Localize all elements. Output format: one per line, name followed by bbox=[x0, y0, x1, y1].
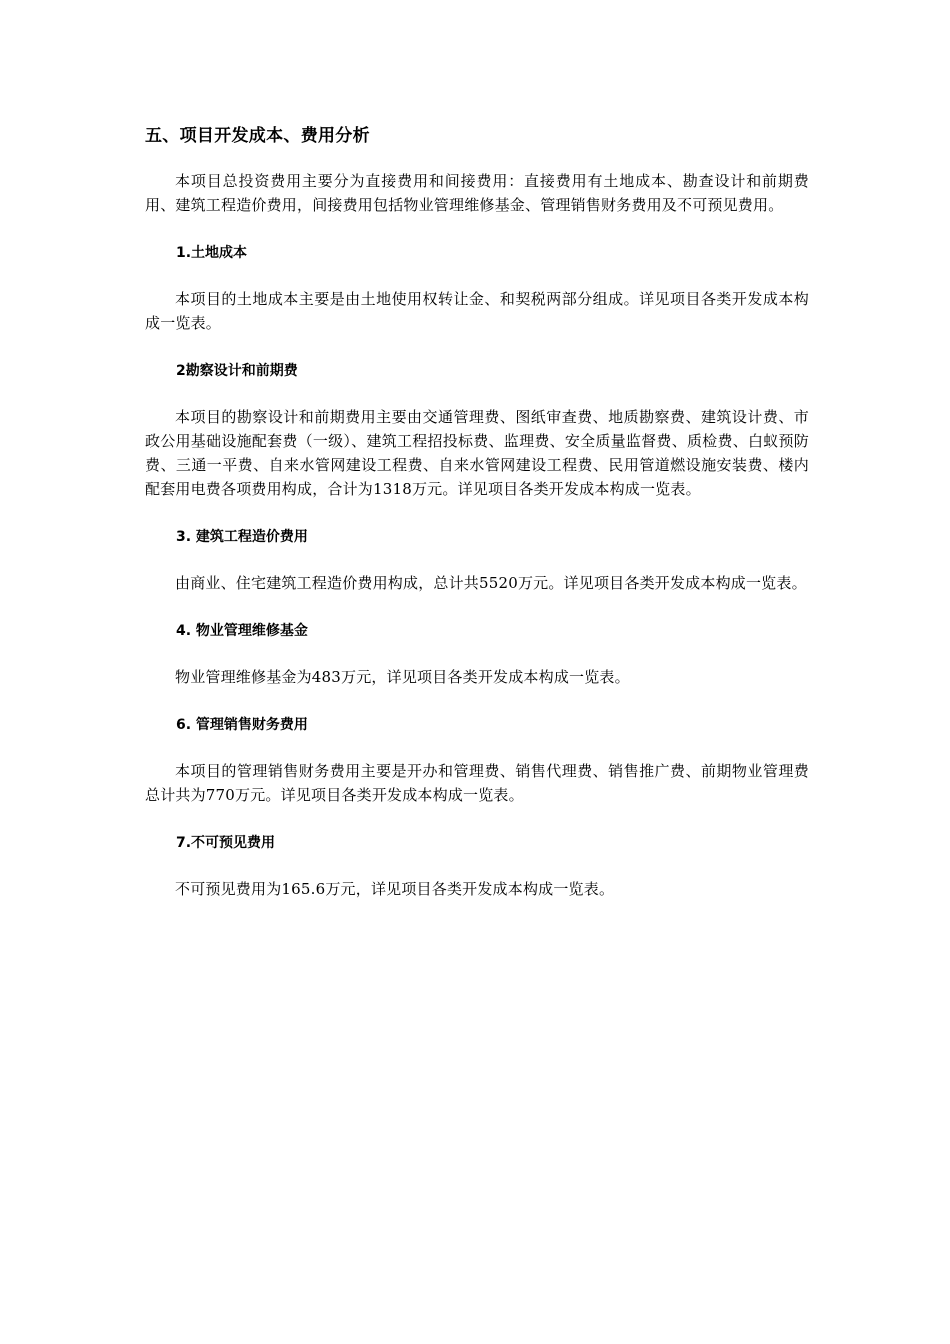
heading-management-sales: 6. 管理销售财务费用 bbox=[176, 717, 308, 733]
heading-maintenance-fund: 4. 物业管理维修基金 bbox=[176, 623, 308, 639]
paragraph-maintenance-fund: 物业管理维修基金为483万元，详见项目各类开发成本构成一览表。 bbox=[175, 668, 630, 686]
paragraph-construction-cost: 由商业、住宅建筑工程造价费用构成，总计共5520万元。详见项目各类开发成本构成一览表。 bbox=[175, 574, 807, 592]
paragraph-contingency: 不可预见费用为165.6万元，详见项目各类开发成本构成一览表。 bbox=[175, 880, 615, 898]
heading-land-cost: 1.土地成本 bbox=[176, 245, 248, 261]
heading-construction-cost: 3. 建筑工程造价费用 bbox=[176, 529, 308, 545]
paragraph-land-cost: 本项目的土地成本主要是由土地使用权转让金、和契税两部分组成。详见项目各类开发成本构成一览表。 bbox=[145, 290, 809, 332]
heading-contingency: 7.不可预见费用 bbox=[176, 835, 276, 851]
section-title: 五、项目开发成本、费用分析 bbox=[145, 126, 370, 146]
heading-survey-design: 2勘察设计和前期费 bbox=[176, 363, 298, 379]
paragraph-management-sales: 本项目的管理销售财务费用主要是开办和管理费、销售代理费、销售推广费、前期物业管理费总计共为770万元。详见项目各类开发成本构成一览表。 bbox=[145, 762, 809, 804]
paragraph-survey-design: 本项目的勘察设计和前期费用主要由交通管理费、图纸审查费、地质勘察费、建筑设计费、市政公用基础设施配套费（一级）、建筑工程招投标费、监理费、安全质量监督费、质检费、白蚁预防费、三通一平费、自来水管网建设工程费、自来水管网建设工程费、民用管道燃设施安装费、楼内配套用电费各项费用构成，合计为1318万元。详见项目各类开发成本构成一览表。 bbox=[145, 408, 809, 498]
document-page bbox=[145, 123, 809, 925]
intro-paragraph: 本项目总投资费用主要分为直接费用和间接费用：直接费用有土地成本、勘查设计和前期费用、建筑工程造价费用，间接费用包括物业管理维修基金、管理销售财务费用及不可预见费用。 bbox=[145, 172, 809, 214]
